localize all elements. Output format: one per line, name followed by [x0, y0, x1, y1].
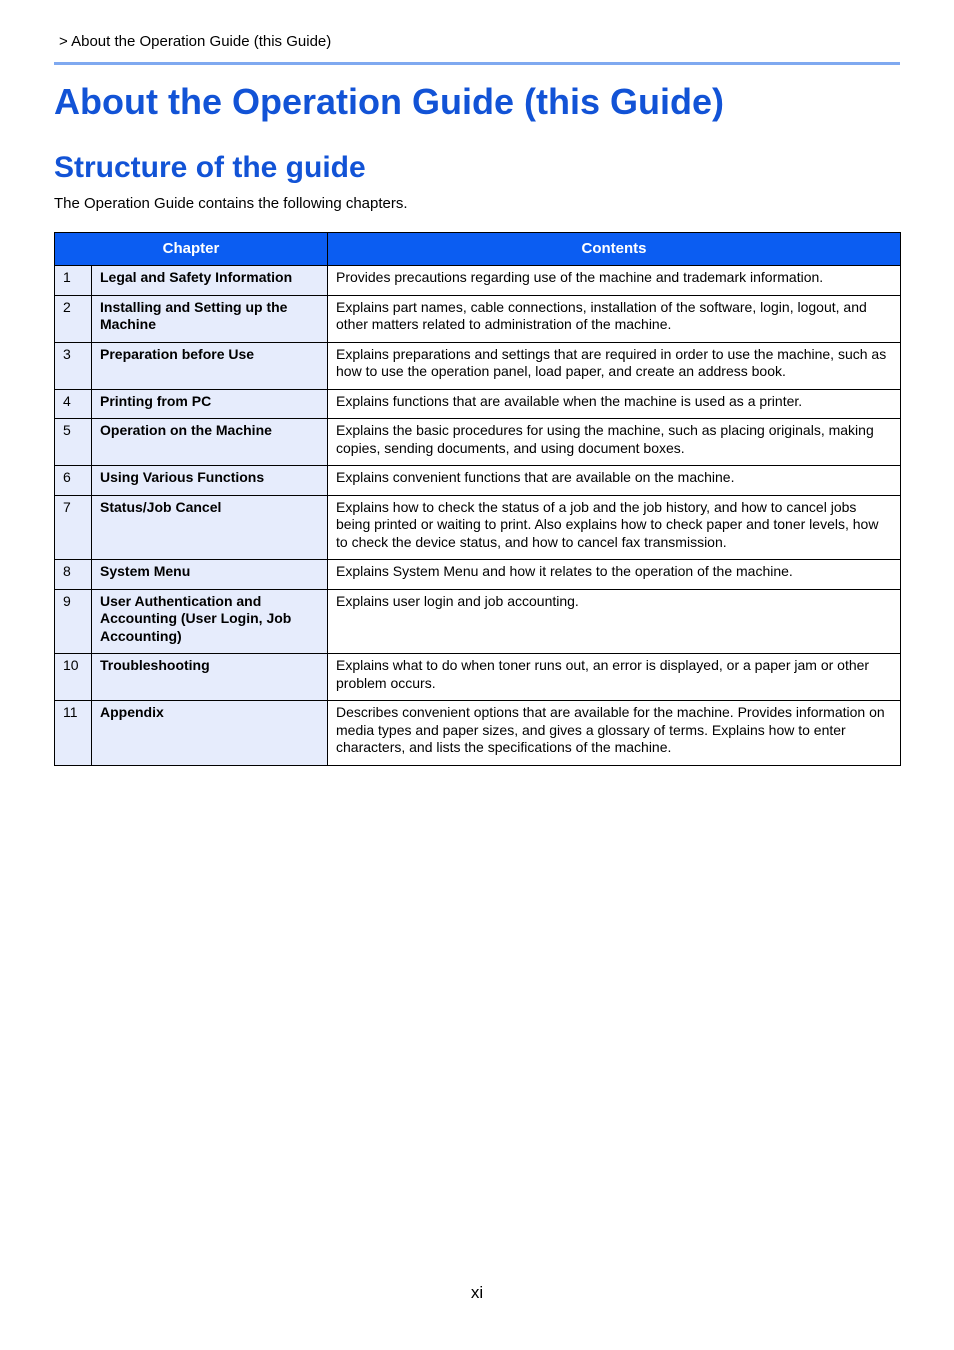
- chapter-name: Installing and Setting up the Machine: [92, 295, 328, 342]
- chapter-contents: Explains functions that are available when the machine is used as a printer.: [328, 389, 901, 419]
- chapter-number: 11: [55, 701, 92, 766]
- chapter-contents: Provides precautions regarding use of the machine and trademark information.: [328, 266, 901, 296]
- chapter-number: 4: [55, 389, 92, 419]
- chapter-contents: Explains how to check the status of a job and the job history, and how to cancel jobs being printed or waiting to print. Also explains how to check paper and toner levels, how to check the device status, and how to cancel fax transmission.: [328, 495, 901, 560]
- chapter-contents: Explains what to do when toner runs out, an error is displayed, or a paper jam or other problem occurs.: [328, 654, 901, 701]
- chapter-name: Operation on the Machine: [92, 419, 328, 466]
- chapter-name: Preparation before Use: [92, 342, 328, 389]
- column-header-contents: Contents: [328, 233, 901, 266]
- chapter-number: 1: [55, 266, 92, 296]
- table-row: [55, 654, 901, 701]
- chapter-contents: Explains user login and job accounting.: [328, 589, 901, 654]
- chapter-name: Status/Job Cancel: [92, 495, 328, 560]
- page-number: xi: [470, 1283, 484, 1302]
- table-row: [55, 389, 901, 419]
- chapter-number: 7: [55, 495, 92, 560]
- chapter-contents: Explains preparations and settings that are required in order to use the machine, such as how to use the operation panel, load paper, and create an address book.: [328, 342, 901, 389]
- table-row: [55, 466, 901, 496]
- table-row: [55, 342, 901, 389]
- chapter-table: [54, 232, 901, 766]
- chapter-contents: Explains convenient functions that are available on the machine.: [328, 466, 901, 496]
- table-row: [55, 589, 901, 654]
- table-row: [55, 295, 901, 342]
- table-header-row: [55, 233, 901, 266]
- chapter-number: 8: [55, 560, 92, 590]
- page-title: About the Operation Guide (this Guide): [54, 81, 724, 122]
- table-row: [55, 419, 901, 466]
- chapter-number: 10: [55, 654, 92, 701]
- chapter-number: 2: [55, 295, 92, 342]
- intro-text: The Operation Guide contains the following chapters.: [54, 195, 408, 212]
- table-row: [55, 701, 901, 766]
- chapter-number: 6: [55, 466, 92, 496]
- chapter-contents: Describes convenient options that are available for the machine. Provides information on media types and paper sizes, and gives a glossary of terms. Explains how to enter characters, and lists the specifications of the machine.: [328, 701, 901, 766]
- chapter-name: Printing from PC: [92, 389, 328, 419]
- table-row: [55, 495, 901, 560]
- chapter-name: Using Various Functions: [92, 466, 328, 496]
- chapter-number: 3: [55, 342, 92, 389]
- chapter-contents: Explains System Menu and how it relates to the operation of the machine.: [328, 560, 901, 590]
- chapter-contents: Explains part names, cable connections, installation of the software, login, logout, and other matters related to administration of the machine.: [328, 295, 901, 342]
- chapter-name: Troubleshooting: [92, 654, 328, 701]
- header-divider: [54, 62, 900, 65]
- table-row: [55, 266, 901, 296]
- chapter-number: 5: [55, 419, 92, 466]
- chapter-name: Legal and Safety Information: [92, 266, 328, 296]
- table-row: [55, 560, 901, 590]
- chapter-name: System Menu: [92, 560, 328, 590]
- chapter-number: 9: [55, 589, 92, 654]
- breadcrumb: > About the Operation Guide (this Guide): [59, 33, 332, 50]
- chapter-name: Appendix: [92, 701, 328, 766]
- column-header-chapter: Chapter: [55, 233, 328, 266]
- chapter-contents: Explains the basic procedures for using the machine, such as placing originals, making copies, sending documents, and using document boxes.: [328, 419, 901, 466]
- chapter-name: User Authentication and Accounting (User Login, Job Accounting): [92, 589, 328, 654]
- section-title: Structure of the guide: [54, 151, 366, 184]
